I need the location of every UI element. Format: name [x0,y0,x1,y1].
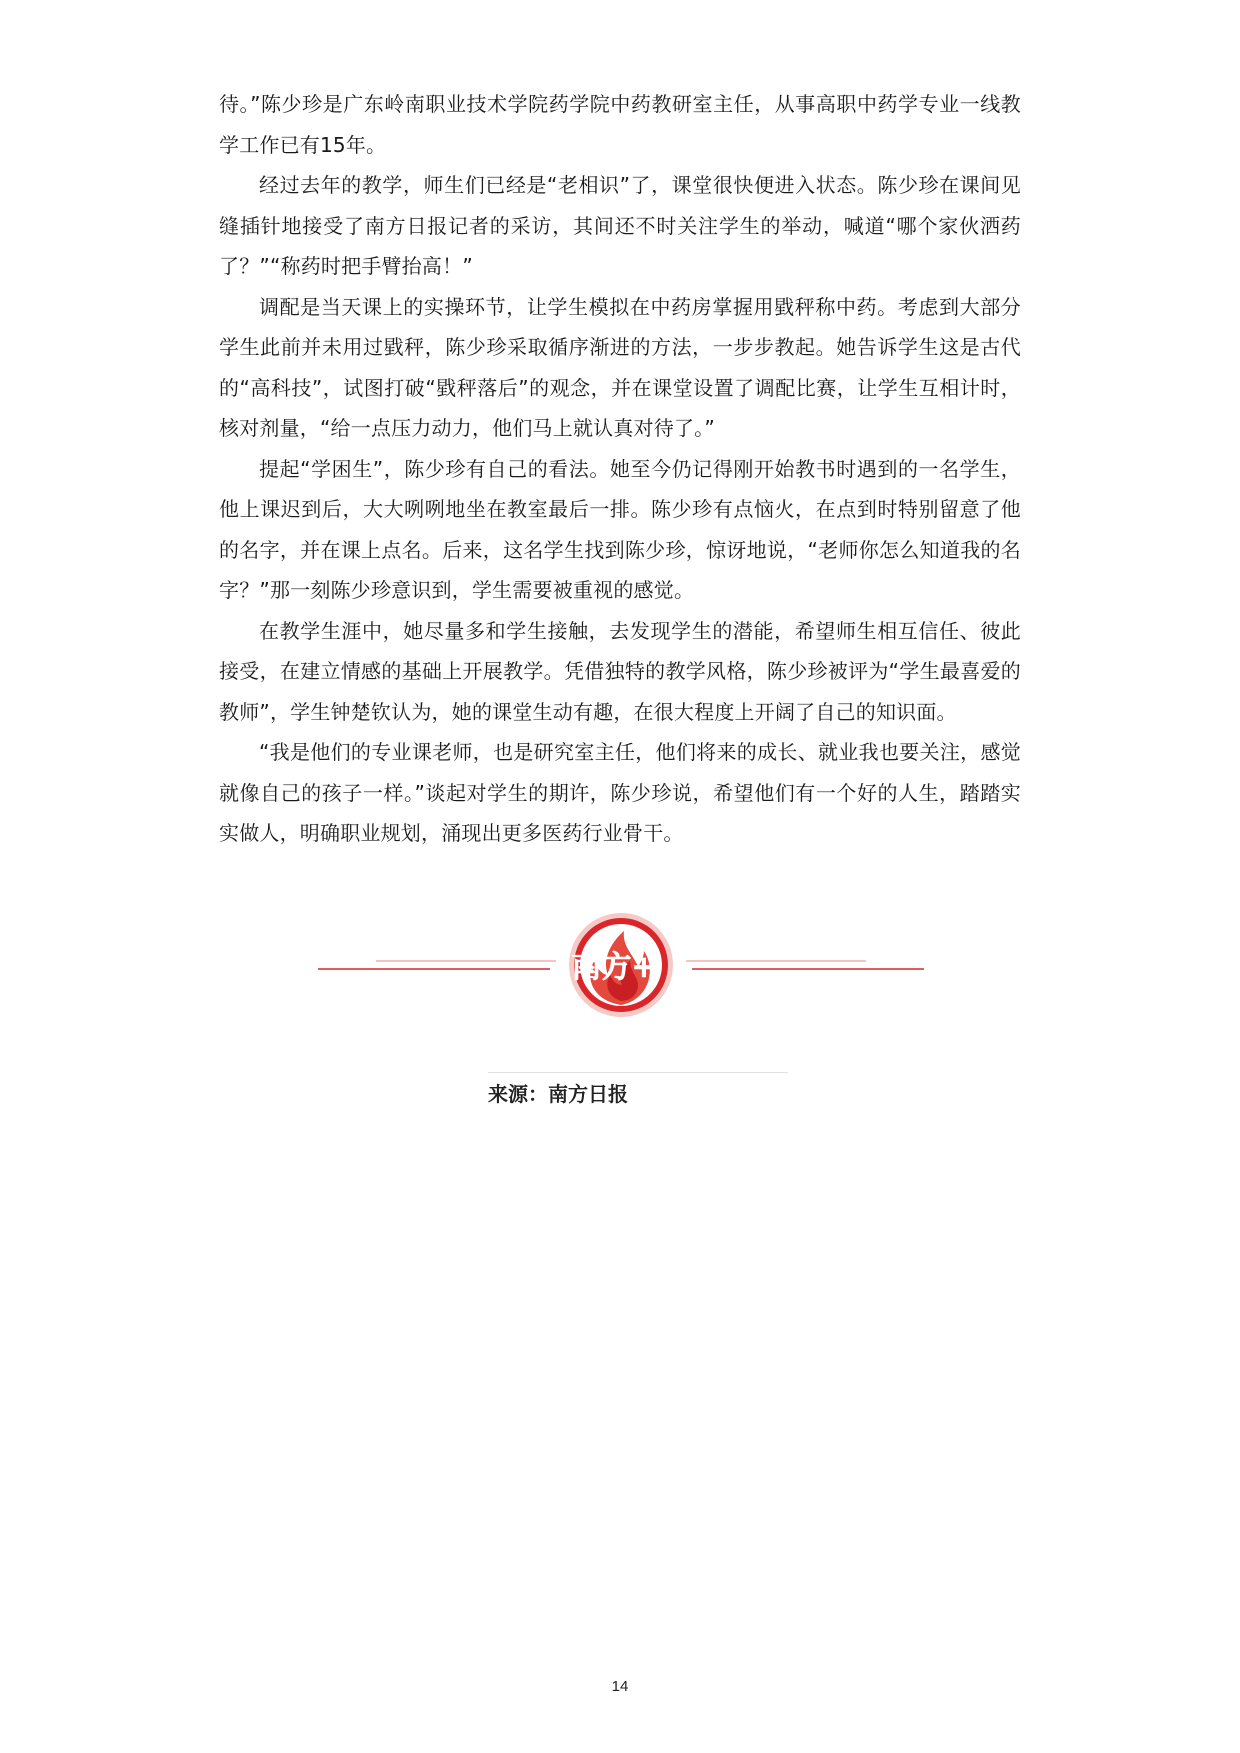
article-body [219,84,1021,854]
source-divider [488,1072,788,1073]
page-number: 14 [611,1678,629,1695]
source-emblem [318,905,924,1025]
article-paragraph: 经过去年的教学，师生们已经是“老相识”了，课堂很快便进入状态。陈少珍在课间见缝插针地接受了南方日报记者的采访，其间还不时关注学生的举动，喊道“哪个家伙洒药了？”“称药时把手臂抬高！” [219,173,1021,278]
article-paragraph: “我是他们的专业课老师，也是研究室主任，他们将来的成长、就业我也要关注，感觉就像自己的孩子一样。”谈起对学生的期许，陈少珍说，希望他们有一个好的人生，踏踏实实做人，明确职业规划，涌现出更多医药行业骨干。 [219,740,1021,845]
nanfang-plus-logo-icon [318,905,924,1025]
article-paragraph: 提起“学困生”，陈少珍有自己的看法。她至今仍记得刚开始教书时遇到的一名学生，他上课迟到后，大大咧咧地坐在教室最后一排。陈少珍有点恼火，在点到时特别留意了他的名字，并在课上点名。后来，这名学生找到陈少珍，惊讶地说，“老师你怎么知道我的名字？”那一刻陈少珍意识到，学生需要被重视的感觉。 [219,456,1021,602]
source-label: 来源：南方日报 [488,1082,628,1106]
article-paragraph: 在教学生涯中，她尽量多和学生接触，去发现学生的潜能，希望师生相互信任、彼此接受，在建立情感的基础上开展教学。凭借独特的教学风格，陈少珍被评为“学生最喜爱的教师”，学生钟楚钦认为，她的课堂生动有趣，在很大程度上开阔了自己的知识面。 [219,618,1021,724]
article-paragraph: 调配是当天课上的实操环节，让学生模拟在中药房掌握用戥秤称中药。考虑到大部分学生此前并未用过戥秤，陈少珍采取循序渐进的方法，一步步教起。她告诉学生这是古代的“高科技”，试图打破“戥秤落后”的观念，并在课堂设置了调配比赛，让学生互相计时，核对剂量，“给一点压力动力，他们马上就认真对待了。” [219,294,1021,440]
article-paragraph: 待。”陈少珍是广东岭南职业技术学院药学院中药教研室主任，从事高职中药学专业一线教学工作已有15年。 [219,92,1021,157]
logo-text: 南方+ [571,950,657,985]
